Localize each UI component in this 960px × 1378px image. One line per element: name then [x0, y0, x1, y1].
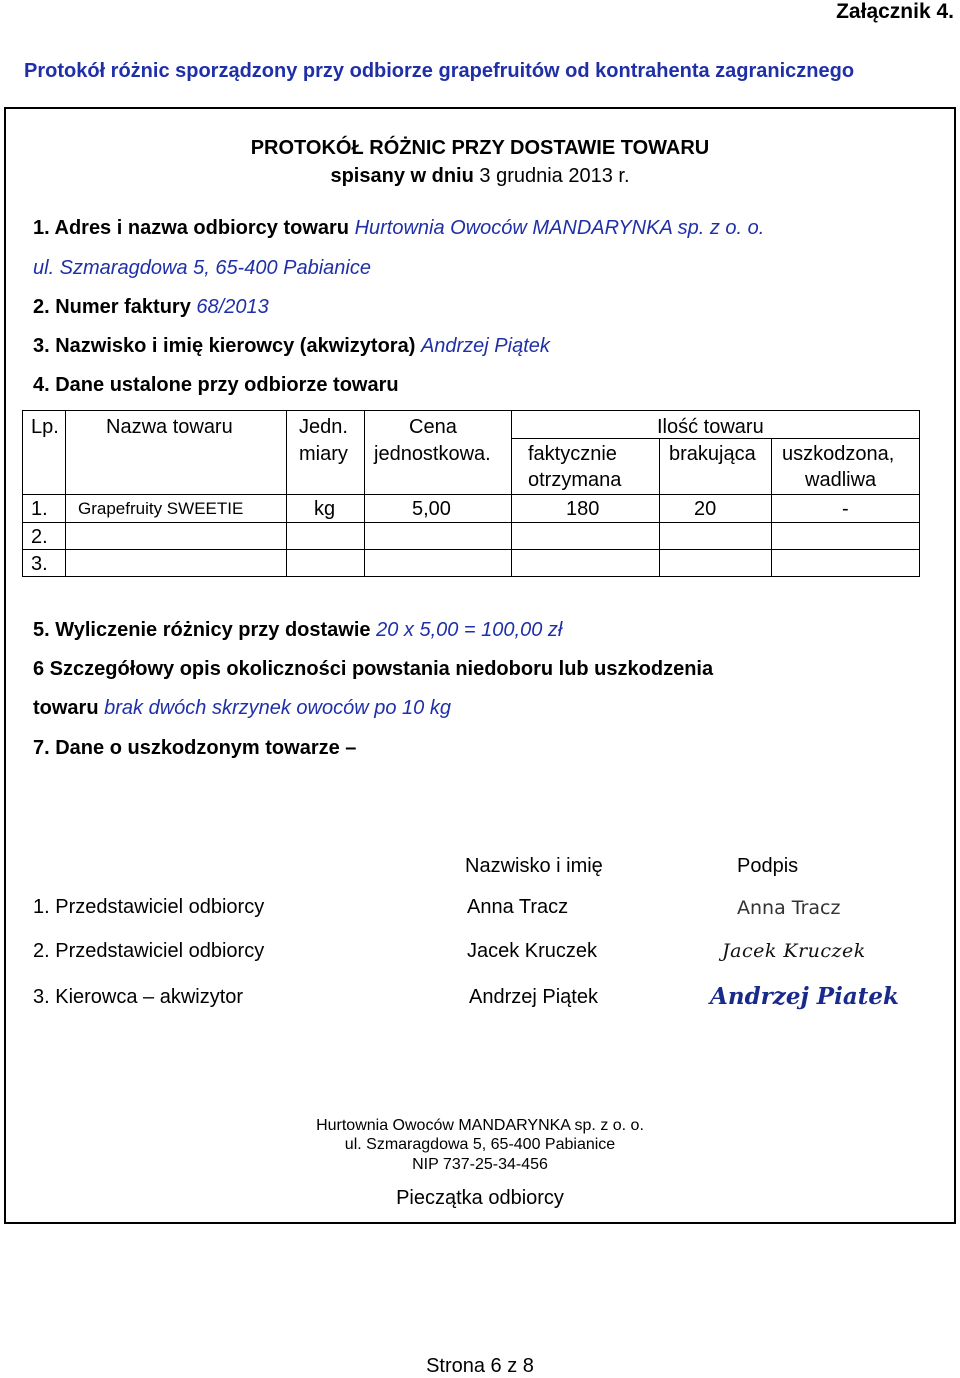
- header-received-cell: [512, 439, 660, 495]
- field-7-label: 7. Dane o uszkodzonym towarze –: [33, 737, 357, 759]
- page-number: Strona 6 z 8: [426, 1355, 534, 1377]
- table-row: [23, 523, 920, 550]
- row-name-cell: [66, 550, 287, 577]
- field-4-label: 4. Dane ustalone przy odbiorze towaru: [33, 374, 399, 396]
- signature-handwritten-3: Andrzej Piatek: [710, 983, 899, 1010]
- header-damaged-1: uszkodzona,: [782, 443, 895, 465]
- header-damaged-cell: [772, 439, 920, 495]
- field-1-value: Hurtownia Owoców MANDARYNKA sp. z o. o.: [354, 217, 765, 239]
- row-price-cell: [365, 523, 512, 550]
- field-3-value: Andrzej Piątek: [420, 335, 550, 357]
- row-damaged-cell: [772, 550, 920, 577]
- signature-col-name: Nazwisko i imię: [465, 855, 603, 877]
- field-2-value: 68/2013: [196, 296, 269, 318]
- signature-col-sign: Podpis: [737, 855, 799, 877]
- field-1-label: 1. Adres i nazwa odbiorcy towaru: [33, 217, 349, 239]
- row-lp-cell: [23, 550, 66, 577]
- stamp-line-3: NIP 737-25-34-456: [412, 1156, 548, 1173]
- field-6-description: [33, 697, 451, 720]
- table-row: [23, 550, 920, 577]
- row-received-cell: [512, 523, 660, 550]
- header-received-2: otrzymana: [528, 469, 622, 491]
- header-price-cell: [365, 411, 512, 495]
- table-row: [23, 495, 920, 523]
- row-unit-cell: [287, 550, 365, 577]
- row-missing: 20: [694, 498, 717, 520]
- signature-handwritten-1: Anna Tracz: [737, 897, 841, 919]
- field-3-driver: [33, 335, 550, 358]
- header-missing-cell: [660, 439, 772, 495]
- header-unit-cell: [287, 411, 365, 495]
- field-2-label: 2. Numer faktury: [33, 296, 191, 318]
- field-3-label: 3. Nazwisko i imię kierowcy (akwizytora): [33, 335, 416, 357]
- header-lp-cell: [23, 411, 66, 495]
- row-price: 5,00: [412, 498, 451, 520]
- row-received-cell: [512, 495, 660, 523]
- row-name: Grapefruity SWEETIE: [78, 499, 244, 518]
- header-lp: Lp.: [31, 416, 59, 438]
- signature-row-name: Jacek Kruczek: [467, 940, 598, 962]
- signature-handwritten-2: Jacek Kruczek: [722, 940, 866, 962]
- row-received: 180: [566, 498, 600, 520]
- protocol-date-label: spisany w dniu: [330, 165, 474, 187]
- header-name-cell: [66, 411, 287, 495]
- row-received-cell: [512, 550, 660, 577]
- row-missing-cell: [660, 523, 772, 550]
- field-1-recipient: [33, 217, 764, 240]
- row-price-cell: [365, 550, 512, 577]
- field-5-difference: [33, 619, 562, 642]
- table-header-row-1: [23, 411, 920, 439]
- row-unit-cell: [287, 523, 365, 550]
- header-unit-2: miary: [299, 443, 348, 465]
- goods-table: [22, 410, 920, 577]
- row-price-cell: [365, 495, 512, 523]
- signature-row-name: Anna Tracz: [467, 896, 569, 918]
- annex-label: Załącznik 4.: [836, 0, 954, 23]
- row-damaged-cell: [772, 523, 920, 550]
- row-lp: 1.: [31, 498, 48, 520]
- field-6-label-line2: towaru: [33, 697, 99, 719]
- field-6-label-line1: 6 Szczegółowy opis okoliczności powstania niedoboru lub uszkodzenia: [33, 658, 714, 680]
- signature-row-name: Andrzej Piątek: [469, 986, 598, 1008]
- row-damaged-cell: [772, 495, 920, 523]
- stamp-line-2: ul. Szmaragdowa 5, 65-400 Pabianice: [344, 1136, 616, 1153]
- stamp-label: Pieczątka odbiorcy: [396, 1187, 564, 1209]
- row-lp: 2.: [31, 526, 48, 548]
- document-heading: Protokół różnic sporządzony przy odbiorze grapefruitów od kontrahenta zagranicznego: [24, 60, 855, 82]
- stamp-line-1: Hurtownia Owoców MANDARYNKA sp. z o. o.: [316, 1117, 644, 1134]
- header-qty: Ilość towaru: [657, 416, 764, 438]
- header-price-2: jednostkowa.: [374, 443, 491, 465]
- header-received-1: faktycznie: [528, 443, 617, 465]
- row-name-cell: [66, 523, 287, 550]
- header-price-1: Cena: [409, 416, 457, 438]
- row-missing-cell: [660, 550, 772, 577]
- protocol-date-value: 3 grudnia 2013 r.: [479, 165, 630, 187]
- protocol-subtitle: [0, 165, 960, 188]
- protocol-title: PROTOKÓŁ RÓŻNIC PRZY DOSTAWIE TOWARU: [250, 137, 710, 159]
- field-6-value: brak dwóch skrzynek owoców po 10 kg: [104, 697, 451, 719]
- field-5-label: 5. Wyliczenie różnicy przy dostawie: [33, 619, 371, 641]
- row-lp: 3.: [31, 553, 48, 575]
- header-qty-cell: [512, 411, 920, 439]
- header-missing: brakująca: [669, 443, 756, 465]
- signature-row-role: 2. Przedstawiciel odbiorcy: [33, 940, 265, 962]
- row-lp-cell: [23, 523, 66, 550]
- signature-row-role: 1. Przedstawiciel odbiorcy: [33, 896, 265, 918]
- signature-row-role: 3. Kierowca – akwizytor: [33, 986, 244, 1008]
- header-name: Nazwa towaru: [106, 416, 233, 438]
- row-missing-cell: [660, 495, 772, 523]
- header-damaged-2: wadliwa: [805, 469, 877, 491]
- row-damaged: -: [842, 498, 849, 520]
- row-unit: kg: [314, 498, 336, 520]
- row-unit-cell: [287, 495, 365, 523]
- field-2-invoice: [33, 296, 269, 319]
- row-name-cell: [66, 495, 287, 523]
- field-5-value: 20 x 5,00 = 100,00 zł: [376, 619, 563, 641]
- header-unit-1: Jedn.: [299, 416, 348, 438]
- field-1-address: ul. Szmaragdowa 5, 65-400 Pabianice: [33, 257, 371, 279]
- row-lp-cell: [23, 495, 66, 523]
